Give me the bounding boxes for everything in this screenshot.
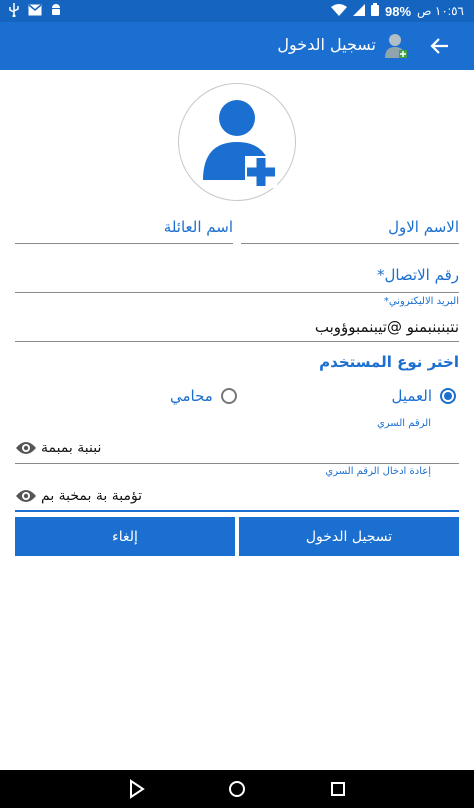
add-user-icon xyxy=(384,32,408,60)
confirm-password-label: إعادة ادخال الرقم السري xyxy=(325,466,431,477)
radio-lawyer-label: محامي xyxy=(170,387,213,405)
email-value: نتبنبنبمنو @تيبنمبوؤوبب xyxy=(314,318,459,336)
status-bar xyxy=(0,0,474,22)
battery-icon xyxy=(371,3,379,19)
battery-percent: 98% xyxy=(385,3,412,19)
signal-icon xyxy=(353,4,365,19)
profile-photo-picker[interactable] xyxy=(178,83,296,201)
last-name-label: اسم العائلة xyxy=(163,218,233,236)
mail-icon xyxy=(28,4,42,20)
confirm-password-field[interactable] xyxy=(15,466,459,512)
app-bar xyxy=(0,22,474,70)
radio-lawyer[interactable] xyxy=(170,384,237,408)
navigation-bar xyxy=(0,770,474,808)
password-label: الرقم السري xyxy=(376,418,431,429)
eye-icon[interactable] xyxy=(15,440,37,456)
radio-checked-icon xyxy=(440,388,456,404)
last-name-field[interactable] xyxy=(15,212,233,244)
usb-icon xyxy=(8,3,20,21)
email-field[interactable] xyxy=(15,296,459,342)
user-type-title: اختر نوع المستخدم xyxy=(319,353,459,371)
recents-square-icon[interactable] xyxy=(328,779,348,799)
add-user-avatar-icon xyxy=(199,92,283,196)
phone-field[interactable] xyxy=(15,260,459,293)
radio-client-label: العميل xyxy=(391,387,432,405)
back-arrow-icon[interactable] xyxy=(428,34,452,58)
radio-unchecked-icon xyxy=(221,388,237,404)
android-icon xyxy=(50,3,62,21)
login-button[interactable]: تسجيل الدخول xyxy=(239,517,459,556)
phone-label: رقم الاتصال* xyxy=(376,266,459,284)
home-circle-icon[interactable] xyxy=(227,779,247,799)
password-value: نبنبة بمبمة xyxy=(41,440,102,456)
page-title: تسجيل الدخول xyxy=(277,35,376,54)
eye-icon[interactable] xyxy=(15,488,37,504)
wifi-icon xyxy=(331,4,347,19)
first-name-label: الاسم الاول xyxy=(388,218,459,236)
back-triangle-icon[interactable] xyxy=(126,779,146,799)
cancel-button[interactable]: إلغاء xyxy=(15,517,235,556)
password-field[interactable] xyxy=(15,418,459,464)
radio-client[interactable] xyxy=(391,384,456,408)
first-name-field[interactable] xyxy=(241,212,459,244)
confirm-password-value: تؤمبة بة بمخبة بم xyxy=(41,488,143,504)
clock: ١٠:٥٦ ص xyxy=(417,4,464,18)
email-label: البريد الاليكتروني* xyxy=(383,296,459,307)
